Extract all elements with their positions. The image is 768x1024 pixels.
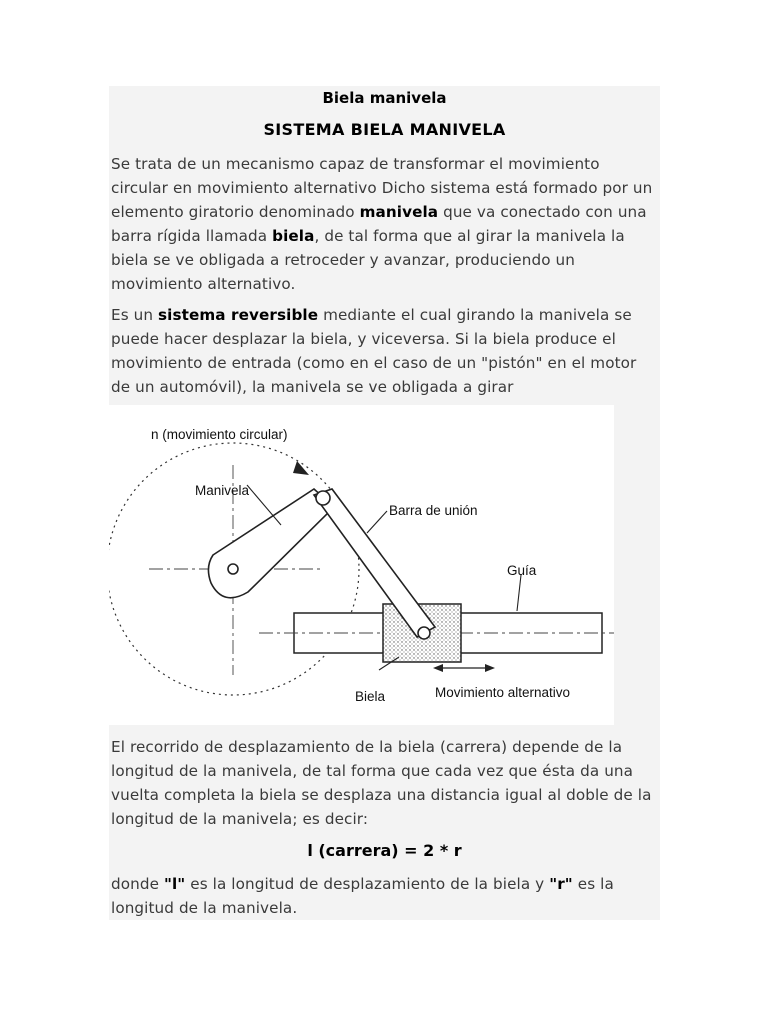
motion-arrow-right-icon xyxy=(485,664,495,672)
rotation-arrow-icon xyxy=(293,461,309,475)
text-span: Se trata de un mecanismo capaz de transformar el movimiento circular en movimiento alternativo Dicho sistema está formado por un elemento giratorio denominado xyxy=(111,155,653,221)
label-motion: Movimiento alternativo xyxy=(435,685,571,700)
rod-leader xyxy=(367,511,387,533)
document-title: Biela manivela xyxy=(322,89,447,107)
text-span: es la longitud de desplazamiento de la biela y xyxy=(185,875,550,893)
label-slider: Biela xyxy=(355,689,386,704)
variable-r: "r" xyxy=(549,875,573,893)
stroke-formula: l (carrera) = 2 * r xyxy=(307,841,462,860)
document-panel xyxy=(109,86,660,920)
crank-pivot xyxy=(228,564,238,574)
term-manivela: manivela xyxy=(359,203,439,221)
term-sistema-reversible: sistema reversible xyxy=(158,306,319,324)
paragraph-stroke: El recorrido de desplazamiento de la biela (carrera) depende de la longitud de la manivela, de tal forma que cada vez que ésta da una vuelta completa la biela se desplaza una distancia igual al doble de la longitud de la manivela; es decir: xyxy=(111,738,652,828)
text-span: Es un xyxy=(111,306,159,324)
paragraph-definition xyxy=(111,152,657,296)
crank-mechanism-diagram xyxy=(109,405,614,725)
crank-mechanism-figure xyxy=(109,405,614,725)
label-guide: Guía xyxy=(507,563,537,578)
text-span: que va conectado con una barra rígida llamada xyxy=(111,203,647,245)
crank-leader xyxy=(247,485,281,525)
paragraph-variables xyxy=(111,872,657,920)
text-span: , de tal forma que al girar la manivela la biela se ve obligada a retroceder y avanzar, produciendo un movimiento alternativo. xyxy=(111,227,625,293)
variable-l: "l" xyxy=(163,875,186,893)
paragraph-reversible xyxy=(111,303,657,399)
guide-leader xyxy=(517,575,521,611)
motion-arrow-left-icon xyxy=(433,664,443,672)
text-span: es la longitud de la manivela. xyxy=(111,875,614,917)
text-span: donde xyxy=(111,875,164,893)
rod-crank-joint xyxy=(316,491,330,505)
text-span: mediante el cual girando la manivela se puede hacer desplazar la biela, y viceversa. Si la biela produce el movimiento de entrada (como en el caso de un "pistón" en el motor de un automóvil), la manivela se ve obligada a girar xyxy=(111,306,637,396)
rod-slider-joint xyxy=(418,627,430,639)
label-rod: Barra de unión xyxy=(389,503,478,518)
label-crank: Manivela xyxy=(195,483,250,498)
label-rotation: n (movimiento circular) xyxy=(151,427,288,442)
section-heading: SISTEMA BIELA MANIVELA xyxy=(263,120,506,139)
crank-arm xyxy=(208,489,334,598)
term-biela: biela xyxy=(272,227,315,245)
